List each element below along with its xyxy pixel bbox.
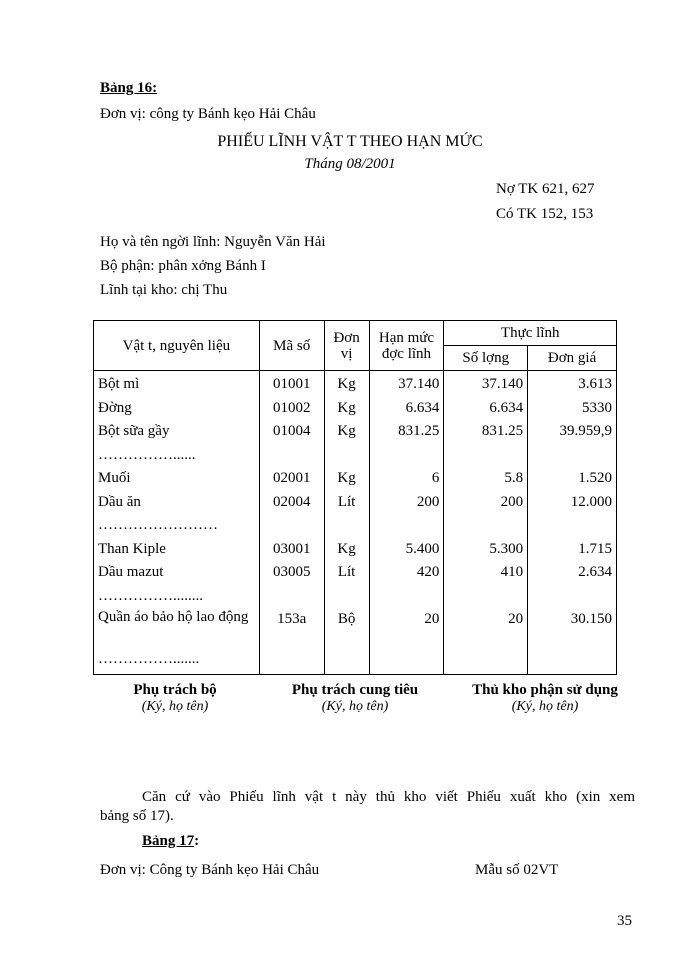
cell-limit: [369, 650, 444, 674]
table-row: [94, 650, 617, 674]
company-unit: Đơn vị: công ty Bánh kẹo Hải Châu: [100, 106, 316, 122]
cell-unit: Kg: [324, 371, 369, 399]
table17-colon: :: [194, 833, 200, 849]
cell-qty: 20: [444, 610, 528, 650]
cell-limit: 6.634: [369, 399, 444, 423]
cell-code: 03001: [259, 540, 324, 564]
table-row: [94, 446, 617, 470]
header-actual: Thực lĩnh: [444, 321, 617, 346]
cell-price: 5330: [528, 399, 617, 423]
cell-price: 30.150: [528, 610, 617, 650]
cell-unit: Lít: [324, 563, 369, 587]
cell-price: 1.520: [528, 469, 617, 493]
table-row: [94, 422, 617, 446]
table17-label: Bảng 17: [142, 833, 195, 849]
cell-price: [528, 516, 617, 540]
cell-code: [259, 516, 324, 540]
signature-procurement: [270, 682, 440, 715]
header-unit: Đơn vị: [324, 321, 369, 371]
cell-limit: 831.25: [369, 422, 444, 446]
cell-qty: 5.8: [444, 469, 528, 493]
cell-code: 01004: [259, 422, 324, 446]
header-quantity: Số lợng: [444, 346, 528, 371]
cell-qty: [444, 650, 528, 674]
cell-code: [259, 650, 324, 674]
cell-name: Dầu mazut: [94, 563, 260, 587]
cell-price: 12.000: [528, 493, 617, 517]
table-row: [94, 587, 617, 611]
cell-price: [528, 650, 617, 674]
signature-title: Thủ kho phận sử dụng: [472, 682, 618, 698]
cell-limit: [369, 587, 444, 611]
cell-name: Quần áo bảo hộ lao động: [94, 610, 260, 650]
cell-qty: 37.140: [444, 371, 528, 399]
table16-label: Bảng 16:: [100, 80, 158, 96]
cell-qty: 5.300: [444, 540, 528, 564]
table-row: [94, 540, 617, 564]
debit-account: Nợ TK 621, 627: [496, 181, 595, 197]
table17-heading: [142, 833, 199, 850]
cell-limit: [369, 446, 444, 470]
cell-unit: [324, 650, 369, 674]
cell-unit: Bộ: [324, 610, 369, 650]
paragraph-line-1: Căn cứ vào Phiếu lĩnh vật t này thủ kho viết Phiếu xuất kho (xin xem: [142, 789, 635, 805]
cell-qty: [444, 446, 528, 470]
cell-name: Than Kiple: [94, 540, 260, 564]
cell-limit: 6: [369, 469, 444, 493]
table17-unit: Đơn vị: Công ty Bánh kẹo Hải Châu: [100, 862, 320, 878]
cell-qty: 6.634: [444, 399, 528, 423]
cell-price: 3.613: [528, 371, 617, 399]
cell-unit: [324, 516, 369, 540]
cell-code: [259, 587, 324, 611]
cell-name: Bột sữa gầy: [94, 422, 260, 446]
table-row: [94, 469, 617, 493]
header-price: Đơn giá: [528, 346, 617, 371]
form-month: Tháng 08/2001: [304, 156, 396, 172]
cell-limit: 200: [369, 493, 444, 517]
cell-code: 03005: [259, 563, 324, 587]
cell-code: 01002: [259, 399, 324, 423]
cell-code: 02001: [259, 469, 324, 493]
material-table: [93, 320, 617, 675]
cell-price: 39.959,9: [528, 422, 617, 446]
cell-unit: Kg: [324, 469, 369, 493]
cell-unit: Kg: [324, 399, 369, 423]
cell-price: 1.715: [528, 540, 617, 564]
signature-sub: (Ký, họ tên): [321, 699, 389, 714]
signature-sub: (Ký, họ tên): [511, 699, 579, 714]
cell-code: 153a: [259, 610, 324, 650]
cell-code: 01001: [259, 371, 324, 399]
signature-title: Phụ trách cung tiêu: [291, 682, 419, 698]
table-row: [94, 516, 617, 540]
cell-limit: [369, 516, 444, 540]
page-number: 35: [617, 913, 632, 929]
cell-name: Muối: [94, 469, 260, 493]
cell-price: [528, 446, 617, 470]
cell-name: ……………………: [94, 516, 260, 540]
cell-limit: 37.140: [369, 371, 444, 399]
cell-unit: Kg: [324, 422, 369, 446]
table-row: [94, 610, 617, 650]
signature-sub: (Ký, họ tên): [141, 699, 209, 714]
cell-limit: 420: [369, 563, 444, 587]
signature-storekeeper: [460, 682, 630, 715]
credit-account: Có TK 152, 153: [496, 206, 594, 222]
cell-name: Đờng: [94, 399, 260, 423]
signature-title: Phụ trách bộ: [133, 682, 217, 698]
warehouse: Lĩnh tại kho: chị Thu: [100, 282, 228, 298]
cell-limit: 20: [369, 610, 444, 650]
department: Bộ phận: phân xởng Bánh I: [100, 258, 266, 274]
paragraph-line-2: bảng số 17).: [100, 808, 174, 824]
cell-name: ……………......: [94, 446, 260, 470]
cell-name: …………….......: [94, 650, 260, 674]
table-row: [94, 371, 617, 399]
table-row: [94, 399, 617, 423]
cell-price: 2.634: [528, 563, 617, 587]
cell-unit: [324, 587, 369, 611]
table-row: [94, 563, 617, 587]
form-title: PHIẾU LĨNH VẬT T THEO HẠN MỨC: [217, 133, 483, 150]
header-code: Mã số: [259, 321, 324, 371]
cell-name: Bột mì: [94, 371, 260, 399]
header-limit: Hạn mức đợc lĩnh: [369, 321, 444, 371]
cell-unit: [324, 446, 369, 470]
receiver-name: Họ và tên ngời lĩnh: Nguyễn Văn Hải: [100, 234, 326, 250]
cell-unit: Kg: [324, 540, 369, 564]
signature-department-head: [100, 682, 250, 715]
cell-qty: 410: [444, 563, 528, 587]
cell-qty: [444, 587, 528, 611]
cell-code: 02004: [259, 493, 324, 517]
form-number: Mẫu số 02VT: [475, 862, 559, 878]
cell-price: [528, 587, 617, 611]
header-material: Vật t, nguyên liệu: [94, 321, 260, 371]
table-row: [94, 493, 617, 517]
cell-limit: 5.400: [369, 540, 444, 564]
cell-qty: 831.25: [444, 422, 528, 446]
cell-name: Dầu ăn: [94, 493, 260, 517]
cell-code: [259, 446, 324, 470]
cell-unit: Lít: [324, 493, 369, 517]
cell-qty: 200: [444, 493, 528, 517]
cell-name: ……………........: [94, 587, 260, 611]
cell-qty: [444, 516, 528, 540]
